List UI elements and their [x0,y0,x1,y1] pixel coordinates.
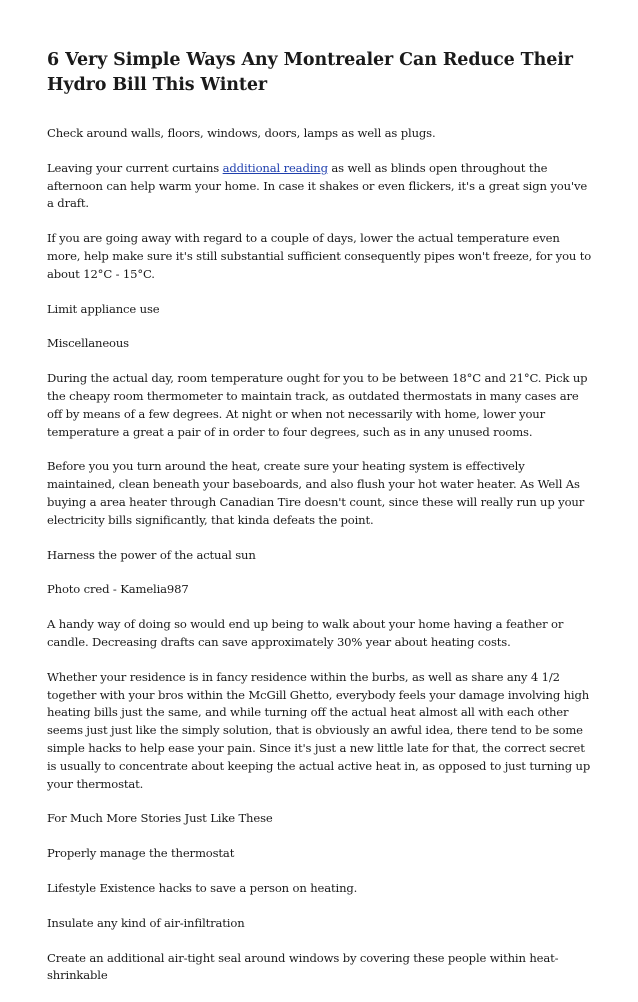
paragraph-11: Whether your residence is in fancy residence within the burbs, as well as share any 4 1/2 together with your bros within the McGill Ghetto, everybody feels your damage involving high heating bills just the same, and while turning off the actual heat almost all with each other seems just just like the simply solution, that is obviously an awful idea, there tend to be some simple hacks to help ease your pain. Since it's just a new little late for that, the correct secret is usually to concentrate about keeping the actual active heat in, as opposed to just turning up your thermostat. [47,669,591,791]
additional-reading-link[interactable]: additional reading [222,160,328,175]
paragraph-7: Before you you turn around the heat, create sure your heating system is effectively maintained, clean beneath your baseboards, and also flush your hot water heater. As Well As buying a area heater through Canadian Tire doesn't count, since these will really run up your electricity bills significantly, that kinda defeats the point. [47,459,585,527]
paragraph-9: Photo cred - Kamelia987 [47,582,189,597]
paragraph-13: Properly manage the thermostat [47,846,235,861]
article-title: 6 Very Simple Ways Any Montrealer Can Reduce Their Hydro Bill This Winter [47,50,573,95]
paragraph-12: For Much More Stories Just Like These [47,811,273,826]
paragraph-6: During the actual day, room temperature ought for you to be between 18°C and 21°C. Pick up the cheapy room thermometer to maintain track, as outdated thermostats in many cases are off by means of a few degrees. At night or when not necessarily with home, lower your temperature a great a pair of in order to four degrees, such as in any unused rooms. [47,371,588,439]
paragraph-5: Miscellaneous [47,336,129,351]
paragraph-16: Create an additional air-tight seal around windows by covering these people within heat-shrinkable [47,950,559,983]
paragraph-3: If you are going away with regard to a couple of days, lower the actual temperature even more, help make sure it's still substantial sufficient consequently pipes won't freeze, for you to about 12°C - 15°C. [47,231,592,281]
paragraph-2 [47,160,595,213]
document-page [47,48,595,1002]
paragraph-10: A handy way of doing so would end up being to walk about your home having a feather or candle. Decreasing drafts can save approximately 30% year about heating costs. [47,617,564,649]
paragraph-1: Check around walls, floors, windows, doors, lamps as well as plugs. [47,126,436,140]
paragraph-4: Limit appliance use [47,301,160,316]
paragraph-2-text-after: as well as blinds open throughout the afternoon can help warm your home. In case it shakes or even flickers, it's a great sign you've a draft. [47,160,588,211]
paragraph-2-text-before: Leaving your current curtains [47,160,223,175]
paragraph-15: Insulate any kind of air-infiltration [47,915,245,930]
paragraph-14: Lifestyle Existence hacks to save a person on heating. [47,880,358,895]
paragraph-8: Harness the power of the actual sun [47,547,256,562]
